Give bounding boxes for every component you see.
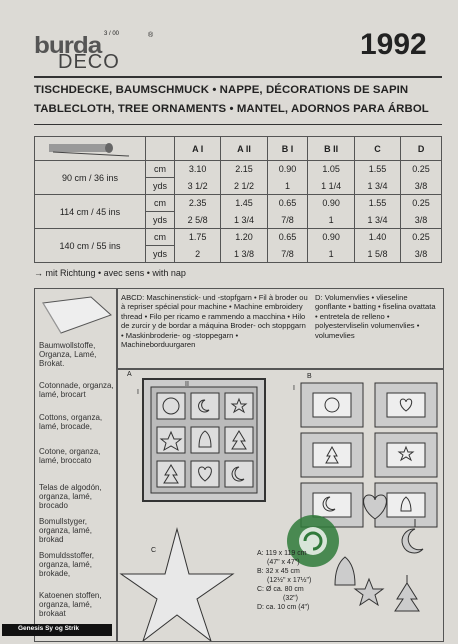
notes-abcd: ABCD: Maschinenstick- und -stopfgarn • Fil à broder ou à repriser spécial pour machine • Machine embroidery thread • Filo per ricamo e rammendo a macchina • Hilo de zurcir y de bordar a máquina Broder- och stoppgarn • Maskinbroderie- og -stoppegarn • Machineborduurgaren <box>121 293 308 350</box>
cm-cell: 2.35 <box>175 195 221 212</box>
yds-cell: 1 3/8 <box>221 246 267 263</box>
yds-cell: 1 <box>308 246 354 263</box>
fabric-panel <box>34 288 118 642</box>
yds-cell: 3/8 <box>401 246 442 263</box>
issue-date: 3 / 00 <box>104 31 120 37</box>
notes-d: D: Volumenvlies • vlieseline gonflante • batting • fiselina ovattata • entretela de relleno • polyestervliselin volumenvlies • volumevlies <box>315 293 436 340</box>
yds-cell: 3/8 <box>401 212 442 229</box>
cm-cell: 0.25 <box>401 161 442 178</box>
col-header: D <box>401 137 442 161</box>
label-i: I <box>137 389 139 396</box>
cm-cell: 1.40 <box>354 229 400 246</box>
yds-cell: 7/8 <box>267 212 308 229</box>
width-label: 140 cm / 55 ins <box>35 229 146 263</box>
label-b: B <box>307 373 312 380</box>
yds-cell: 1 5/8 <box>354 246 400 263</box>
yds-cell: 1 3/4 <box>354 212 400 229</box>
divider <box>34 124 442 125</box>
yds-cell: 1 <box>267 178 308 195</box>
label-c: C <box>151 547 157 554</box>
cm-cell: 0.25 <box>401 195 442 212</box>
yds-cell: 2 5/8 <box>175 212 221 229</box>
yardage-table <box>34 136 442 263</box>
registered-mark: ® <box>148 32 154 39</box>
unit-header <box>146 137 175 161</box>
shop-name: Genesis Sy og Strik <box>18 625 80 632</box>
yds-cell: 1 <box>308 212 354 229</box>
col-header: A II <box>221 137 267 161</box>
col-header: B II <box>308 137 354 161</box>
width-label: 114 cm / 45 ins <box>35 195 146 229</box>
brand-deco: DECO <box>58 51 120 73</box>
cm-cell: 1.55 <box>354 161 400 178</box>
yds-cell: 2 <box>175 246 221 263</box>
yds-cell: 1 1/4 <box>308 178 354 195</box>
cm-cell: 2.15 <box>221 161 267 178</box>
label-b-i: I <box>293 385 295 392</box>
pattern-number: 1992 <box>360 28 427 61</box>
cm-cell: 0.90 <box>267 161 308 178</box>
title-line-1: TISCHDECKE, BAUMSCHMUCK • NAPPE, DÉCORATIONS DE SAPIN <box>34 84 409 96</box>
unit-yds: yds <box>146 212 175 229</box>
fabric-roll-icon <box>35 137 146 161</box>
unit-cm: cm <box>146 195 175 212</box>
divider <box>34 76 442 78</box>
yds-cell: 3/8 <box>401 178 442 195</box>
cm-cell: 0.65 <box>267 229 308 246</box>
fabric-text: Cotonnade, organza, lamé, brocart <box>39 381 114 399</box>
fabric-text: Bomuldsstoffer, organza, lamé, brokade, <box>39 551 94 578</box>
brand-logo: burda <box>34 31 102 59</box>
cm-cell: 0.90 <box>308 195 354 212</box>
cm-cell: 1.20 <box>221 229 267 246</box>
yds-cell: 3 1/2 <box>175 178 221 195</box>
title-line-2: TABLECLOTH, TREE ORNAMENTS • MANTEL, ADORNOS PARA ÁRBOL <box>34 103 429 115</box>
unit-cm: cm <box>146 161 175 178</box>
cm-cell: 3.10 <box>175 161 221 178</box>
yds-cell: 1 3/4 <box>354 178 400 195</box>
yds-cell: 2 1/2 <box>221 178 267 195</box>
cm-cell: 1.75 <box>175 229 221 246</box>
fabric-swatch-icon <box>41 295 113 335</box>
notions-panel <box>116 288 444 370</box>
fabric-text: Cotone, organza, lamé, broccato <box>39 447 101 465</box>
cm-cell: 1.45 <box>221 195 267 212</box>
yds-cell: 7/8 <box>267 246 308 263</box>
fabric-text: Katoenen stoffen, organza, lamé, brokaat <box>39 591 102 618</box>
cm-cell: 0.90 <box>308 229 354 246</box>
fabric-text: Telas de algodón, organza, lamé, brocado <box>39 483 102 510</box>
cm-cell: 0.65 <box>267 195 308 212</box>
col-header: A I <box>175 137 221 161</box>
label-ii: II <box>185 381 189 388</box>
unit-cm: cm <box>146 229 175 246</box>
cm-cell: 1.05 <box>308 161 354 178</box>
label-a: A <box>127 371 132 378</box>
col-header: B I <box>267 137 308 161</box>
fabric-text: Baumwollstoffe, Organza, Lamé, Brokat. <box>39 341 97 368</box>
nap-note: → mit Richtung • avec sens • with nap <box>34 268 186 278</box>
unit-yds: yds <box>146 178 175 195</box>
fabric-text: Cottons, organza, lamé, brocade, <box>39 413 103 431</box>
cm-cell: 1.55 <box>354 195 400 212</box>
fabric-text: Bomullstyger, organza, lamé, brokad <box>39 517 92 544</box>
pattern-diagram <box>116 368 444 642</box>
yds-cell: 1 3/4 <box>221 212 267 229</box>
measurements: A: 119 x 119 cm (47" x 47") B: 32 x 45 cm (12½" x 17½") C: Ø ca. 80 cm (32") D: ca. 10 cm (4") <box>257 550 312 611</box>
width-label: 90 cm / 36 ins <box>35 161 146 195</box>
col-header: C <box>354 137 400 161</box>
cm-cell: 0.25 <box>401 229 442 246</box>
unit-yds: yds <box>146 246 175 263</box>
